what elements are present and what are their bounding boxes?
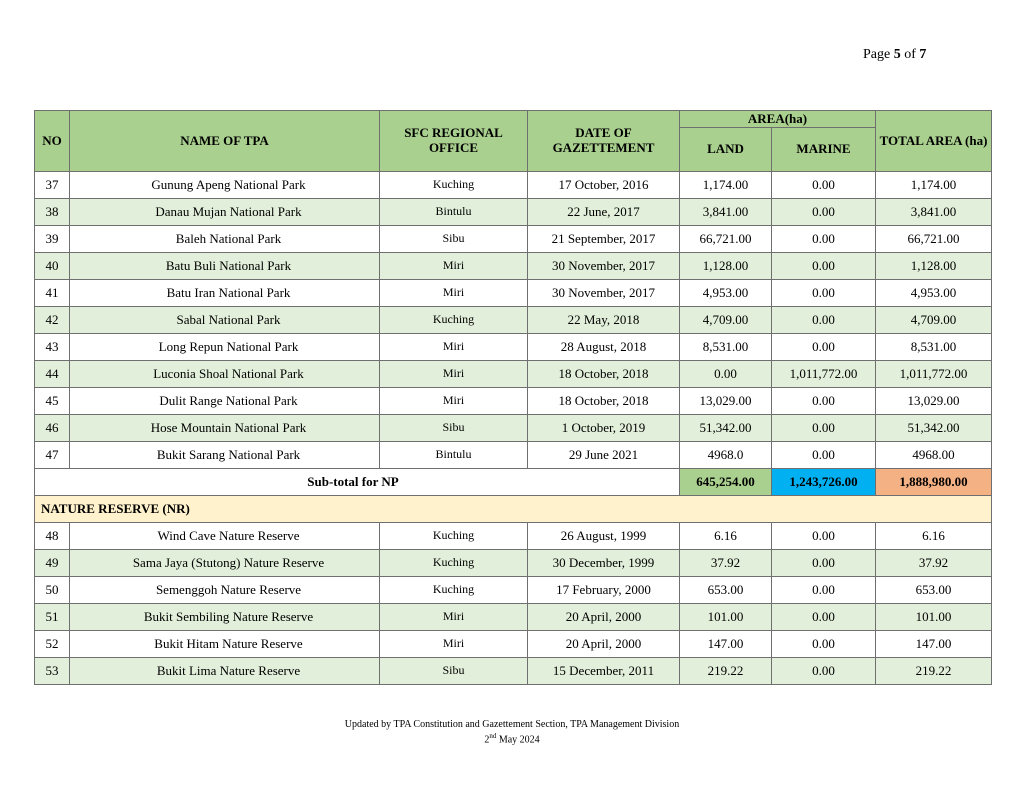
cell-office: Kuching: [380, 523, 528, 550]
cell-total: 653.00: [876, 577, 992, 604]
cell-office: Miri: [380, 631, 528, 658]
cell-no: 53: [35, 658, 70, 685]
cell-total: 51,342.00: [876, 415, 992, 442]
cell-date: 22 June, 2017: [528, 199, 680, 226]
cell-land: 1,174.00: [680, 172, 772, 199]
cell-name: Bukit Lima Nature Reserve: [70, 658, 380, 685]
cell-name: Bukit Sarang National Park: [70, 442, 380, 469]
cell-land: 653.00: [680, 577, 772, 604]
subtotal-land: 645,254.00: [680, 469, 772, 496]
cell-no: 47: [35, 442, 70, 469]
cell-no: 44: [35, 361, 70, 388]
cell-office: Miri: [380, 361, 528, 388]
cell-land: 4968.0: [680, 442, 772, 469]
subtotal-total: 1,888,980.00: [876, 469, 992, 496]
cell-total: 37.92: [876, 550, 992, 577]
table-row: [35, 334, 992, 361]
subtotal-marine: 1,243,726.00: [772, 469, 876, 496]
cell-name: Semenggoh Nature Reserve: [70, 577, 380, 604]
header-date: DATE OF GAZETTEMENT: [528, 111, 680, 172]
cell-land: 6.16: [680, 523, 772, 550]
header-total: TOTAL AREA (ha): [876, 111, 992, 172]
cell-land: 4,709.00: [680, 307, 772, 334]
cell-no: 43: [35, 334, 70, 361]
table-row: [35, 388, 992, 415]
cell-office: Miri: [380, 280, 528, 307]
cell-marine: 0.00: [772, 415, 876, 442]
table-row: [35, 253, 992, 280]
cell-no: 45: [35, 388, 70, 415]
page-current: 5: [893, 47, 901, 62]
cell-name: Baleh National Park: [70, 226, 380, 253]
cell-date: 17 October, 2016: [528, 172, 680, 199]
cell-date: 20 April, 2000: [528, 604, 680, 631]
page-number: [863, 47, 926, 63]
cell-total: 4968.00: [876, 442, 992, 469]
cell-total: 1,128.00: [876, 253, 992, 280]
table-row: [35, 550, 992, 577]
table-row: [35, 523, 992, 550]
cell-date: 30 December, 1999: [528, 550, 680, 577]
cell-date: 30 November, 2017: [528, 253, 680, 280]
cell-marine: 0.00: [772, 658, 876, 685]
cell-date: 1 October, 2019: [528, 415, 680, 442]
cell-marine: 0.00: [772, 550, 876, 577]
cell-total: 1,011,772.00: [876, 361, 992, 388]
cell-marine: 0.00: [772, 523, 876, 550]
cell-name: Luconia Shoal National Park: [70, 361, 380, 388]
cell-total: 3,841.00: [876, 199, 992, 226]
page-of: of: [904, 47, 916, 62]
cell-name: Batu Iran National Park: [70, 280, 380, 307]
cell-land: 51,342.00: [680, 415, 772, 442]
section-heading-nr: NATURE RESERVE (NR): [35, 496, 992, 523]
footer-date: [0, 732, 1024, 747]
cell-name: Long Repun National Park: [70, 334, 380, 361]
cell-marine: 1,011,772.00: [772, 361, 876, 388]
table-row: [35, 307, 992, 334]
tpa-table: [34, 110, 992, 685]
cell-total: 219.22: [876, 658, 992, 685]
table-row: [35, 577, 992, 604]
cell-marine: 0.00: [772, 577, 876, 604]
cell-name: Sabal National Park: [70, 307, 380, 334]
header-office: SFC REGIONAL OFFICE: [380, 111, 528, 172]
cell-office: Kuching: [380, 307, 528, 334]
cell-office: Kuching: [380, 577, 528, 604]
cell-date: 15 December, 2011: [528, 658, 680, 685]
cell-no: 40: [35, 253, 70, 280]
table-row: [35, 199, 992, 226]
cell-office: Sibu: [380, 658, 528, 685]
np-rows: [35, 172, 992, 469]
cell-total: 4,709.00: [876, 307, 992, 334]
header-land: LAND: [680, 128, 772, 172]
table-row: [35, 361, 992, 388]
footer-day: 2: [484, 734, 490, 746]
cell-marine: 0.00: [772, 631, 876, 658]
table-row: [35, 172, 992, 199]
cell-office: Miri: [380, 388, 528, 415]
cell-office: Kuching: [380, 550, 528, 577]
cell-name: Wind Cave Nature Reserve: [70, 523, 380, 550]
cell-name: Dulit Range National Park: [70, 388, 380, 415]
cell-office: Kuching: [380, 172, 528, 199]
cell-total: 101.00: [876, 604, 992, 631]
header-marine: MARINE: [772, 128, 876, 172]
cell-marine: 0.00: [772, 172, 876, 199]
cell-office: Bintulu: [380, 442, 528, 469]
cell-no: 39: [35, 226, 70, 253]
table-row: [35, 442, 992, 469]
cell-date: 28 August, 2018: [528, 334, 680, 361]
cell-office: Miri: [380, 253, 528, 280]
cell-marine: 0.00: [772, 442, 876, 469]
footer-monthyear: May 2024: [498, 734, 540, 746]
cell-date: 30 November, 2017: [528, 280, 680, 307]
nr-rows: [35, 523, 992, 685]
table-row: [35, 604, 992, 631]
header-no: NO: [35, 111, 70, 172]
table-row: [35, 415, 992, 442]
footer: [0, 718, 1024, 747]
header-name: NAME OF TPA: [70, 111, 380, 172]
cell-date: 26 August, 1999: [528, 523, 680, 550]
cell-no: 41: [35, 280, 70, 307]
cell-date: 17 February, 2000: [528, 577, 680, 604]
cell-name: Bukit Sembiling Nature Reserve: [70, 604, 380, 631]
cell-name: Hose Mountain National Park: [70, 415, 380, 442]
cell-office: Bintulu: [380, 199, 528, 226]
table-row: [35, 658, 992, 685]
cell-date: 18 October, 2018: [528, 361, 680, 388]
cell-land: 219.22: [680, 658, 772, 685]
cell-office: Miri: [380, 334, 528, 361]
cell-total: 13,029.00: [876, 388, 992, 415]
table-row: [35, 226, 992, 253]
cell-land: 147.00: [680, 631, 772, 658]
cell-name: Danau Mujan National Park: [70, 199, 380, 226]
page-total: 7: [919, 47, 927, 62]
cell-total: 147.00: [876, 631, 992, 658]
cell-marine: 0.00: [772, 226, 876, 253]
cell-total: 4,953.00: [876, 280, 992, 307]
cell-no: 49: [35, 550, 70, 577]
footer-day-suffix: nd: [489, 732, 497, 740]
cell-marine: 0.00: [772, 199, 876, 226]
cell-total: 66,721.00: [876, 226, 992, 253]
cell-marine: 0.00: [772, 280, 876, 307]
cell-land: 0.00: [680, 361, 772, 388]
cell-land: 8,531.00: [680, 334, 772, 361]
subtotal-section: [35, 469, 992, 523]
cell-land: 13,029.00: [680, 388, 772, 415]
cell-name: Gunung Apeng National Park: [70, 172, 380, 199]
header-area: AREA(ha): [680, 111, 876, 128]
cell-marine: 0.00: [772, 307, 876, 334]
cell-land: 1,128.00: [680, 253, 772, 280]
cell-office: Miri: [380, 604, 528, 631]
cell-total: 6.16: [876, 523, 992, 550]
cell-no: 51: [35, 604, 70, 631]
cell-office: Sibu: [380, 226, 528, 253]
footer-line1: Updated by TPA Constitution and Gazettement Section, TPA Management Division: [344, 719, 680, 730]
cell-no: 46: [35, 415, 70, 442]
cell-land: 4,953.00: [680, 280, 772, 307]
cell-no: 37: [35, 172, 70, 199]
subtotal-label: Sub-total for NP: [35, 469, 680, 496]
cell-no: 42: [35, 307, 70, 334]
cell-date: 22 May, 2018: [528, 307, 680, 334]
cell-land: 3,841.00: [680, 199, 772, 226]
cell-date: 18 October, 2018: [528, 388, 680, 415]
cell-marine: 0.00: [772, 388, 876, 415]
cell-no: 52: [35, 631, 70, 658]
cell-no: 38: [35, 199, 70, 226]
cell-total: 1,174.00: [876, 172, 992, 199]
cell-date: 21 September, 2017: [528, 226, 680, 253]
cell-date: 20 April, 2000: [528, 631, 680, 658]
cell-land: 66,721.00: [680, 226, 772, 253]
cell-total: 8,531.00: [876, 334, 992, 361]
cell-name: Sama Jaya (Stutong) Nature Reserve: [70, 550, 380, 577]
cell-name: Bukit Hitam Nature Reserve: [70, 631, 380, 658]
cell-no: 48: [35, 523, 70, 550]
cell-name: Batu Buli National Park: [70, 253, 380, 280]
cell-no: 50: [35, 577, 70, 604]
cell-marine: 0.00: [772, 604, 876, 631]
cell-land: 101.00: [680, 604, 772, 631]
cell-marine: 0.00: [772, 253, 876, 280]
cell-land: 37.92: [680, 550, 772, 577]
cell-office: Sibu: [380, 415, 528, 442]
cell-marine: 0.00: [772, 334, 876, 361]
page-label: Page: [863, 47, 891, 62]
cell-date: 29 June 2021: [528, 442, 680, 469]
table-row: [35, 280, 992, 307]
table-row: [35, 631, 992, 658]
